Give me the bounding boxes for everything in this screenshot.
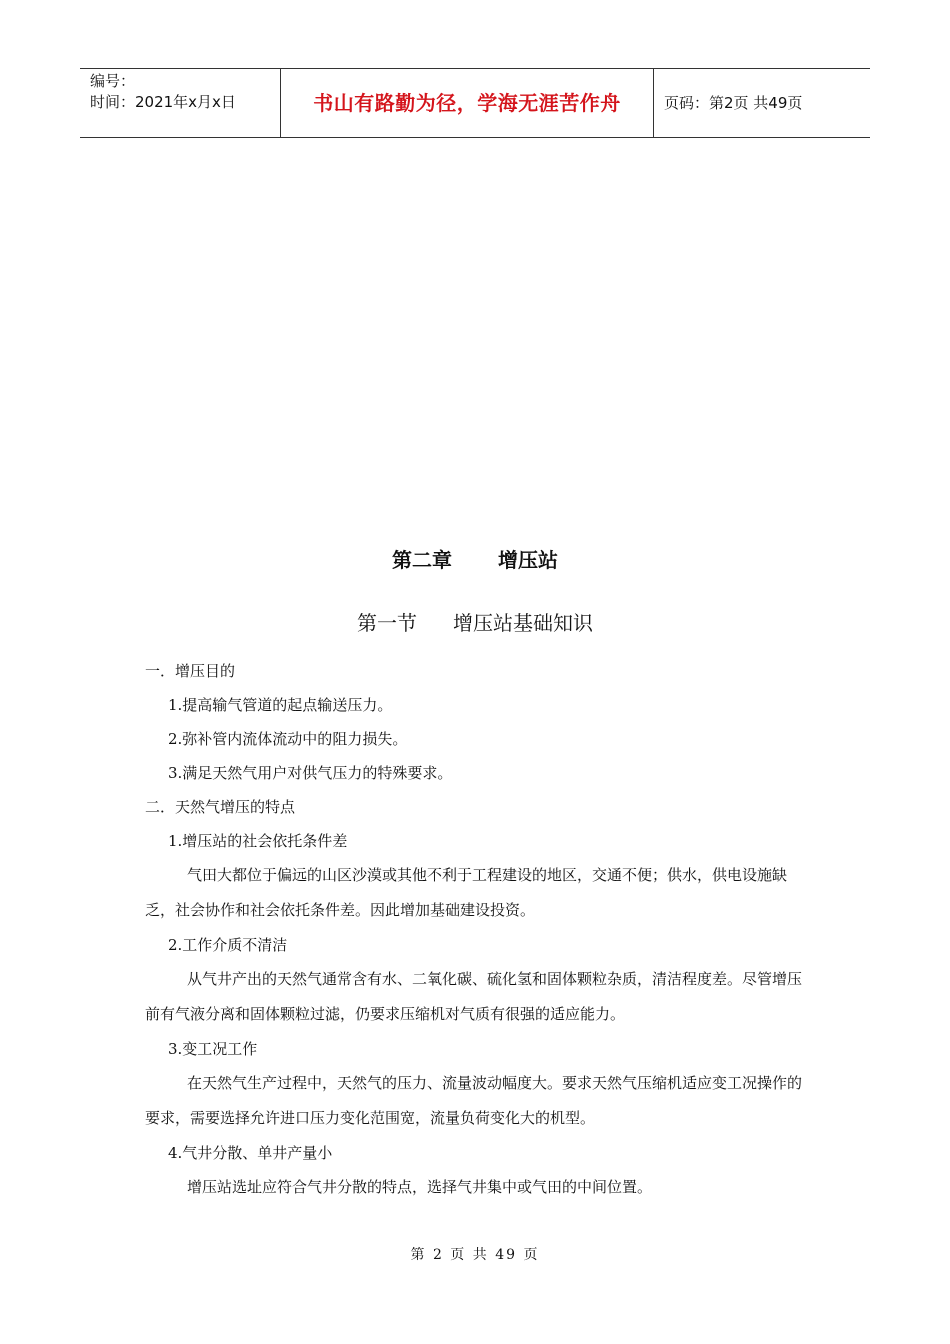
list-item: 1.提高输气管道的起点输送压力。 <box>168 696 393 714</box>
heading-purpose: 一．增压目的 <box>145 662 236 680</box>
subheading: 2.工作介质不清洁 <box>168 936 288 954</box>
document-body <box>145 654 810 1205</box>
document-header <box>80 68 870 138</box>
section-number: 第一节 <box>357 611 417 635</box>
subheading: 4.气井分散、单井产量小 <box>168 1144 333 1162</box>
paragraph: 气田大都位于偏远的山区沙漠或其他不利于工程建设的地区，交通不便；供水，供电设施缺乏，社会协作和社会依托条件差。因此增加基础建设投资。 <box>145 866 788 919</box>
document-number-label: 编号： <box>90 72 136 90</box>
paragraph: 从气井产出的天然气通常含有水、二氧化碳、硫化氢和固体颗粒杂质，清洁程度差。尽管增压前有气液分离和固体颗粒过滤，仍要求压缩机对气质有很强的适应能力。 <box>145 970 803 1023</box>
list-item: 2.弥补管内流体流动中的阻力损失。 <box>168 730 408 748</box>
chapter-number: 第二章 <box>392 548 452 572</box>
header-page-info: 页码：第2页 共49页 <box>664 94 803 112</box>
header-motto: 书山有路勤为径，学海无涯苦作舟 <box>281 69 654 137</box>
header-meta <box>80 69 281 137</box>
list-item: 3.满足天然气用户对供气压力的特殊要求。 <box>168 764 453 782</box>
paragraph: 在天然气生产过程中，天然气的压力、流量波动幅度大。要求天然气压缩机适应变工况操作的要求，需要选择允许进口压力变化范围宽，流量负荷变化大的机型。 <box>145 1074 803 1127</box>
page-footer: 第 2 页 共 49 页 <box>410 1247 540 1263</box>
chapter-heading <box>0 544 950 573</box>
document-time: 时间：2021年x月x日 <box>90 93 236 111</box>
heading-features: 二．天然气增压的特点 <box>145 798 296 816</box>
subheading: 3.变工况工作 <box>168 1040 258 1058</box>
paragraph: 增压站选址应符合气井分散的特点，选择气井集中或气田的中间位置。 <box>187 1178 653 1196</box>
section-title: 增压站基础知识 <box>453 611 593 635</box>
section-heading <box>0 607 950 636</box>
subheading: 1.增压站的社会依托条件差 <box>168 832 348 850</box>
chapter-title: 增压站 <box>498 548 558 572</box>
